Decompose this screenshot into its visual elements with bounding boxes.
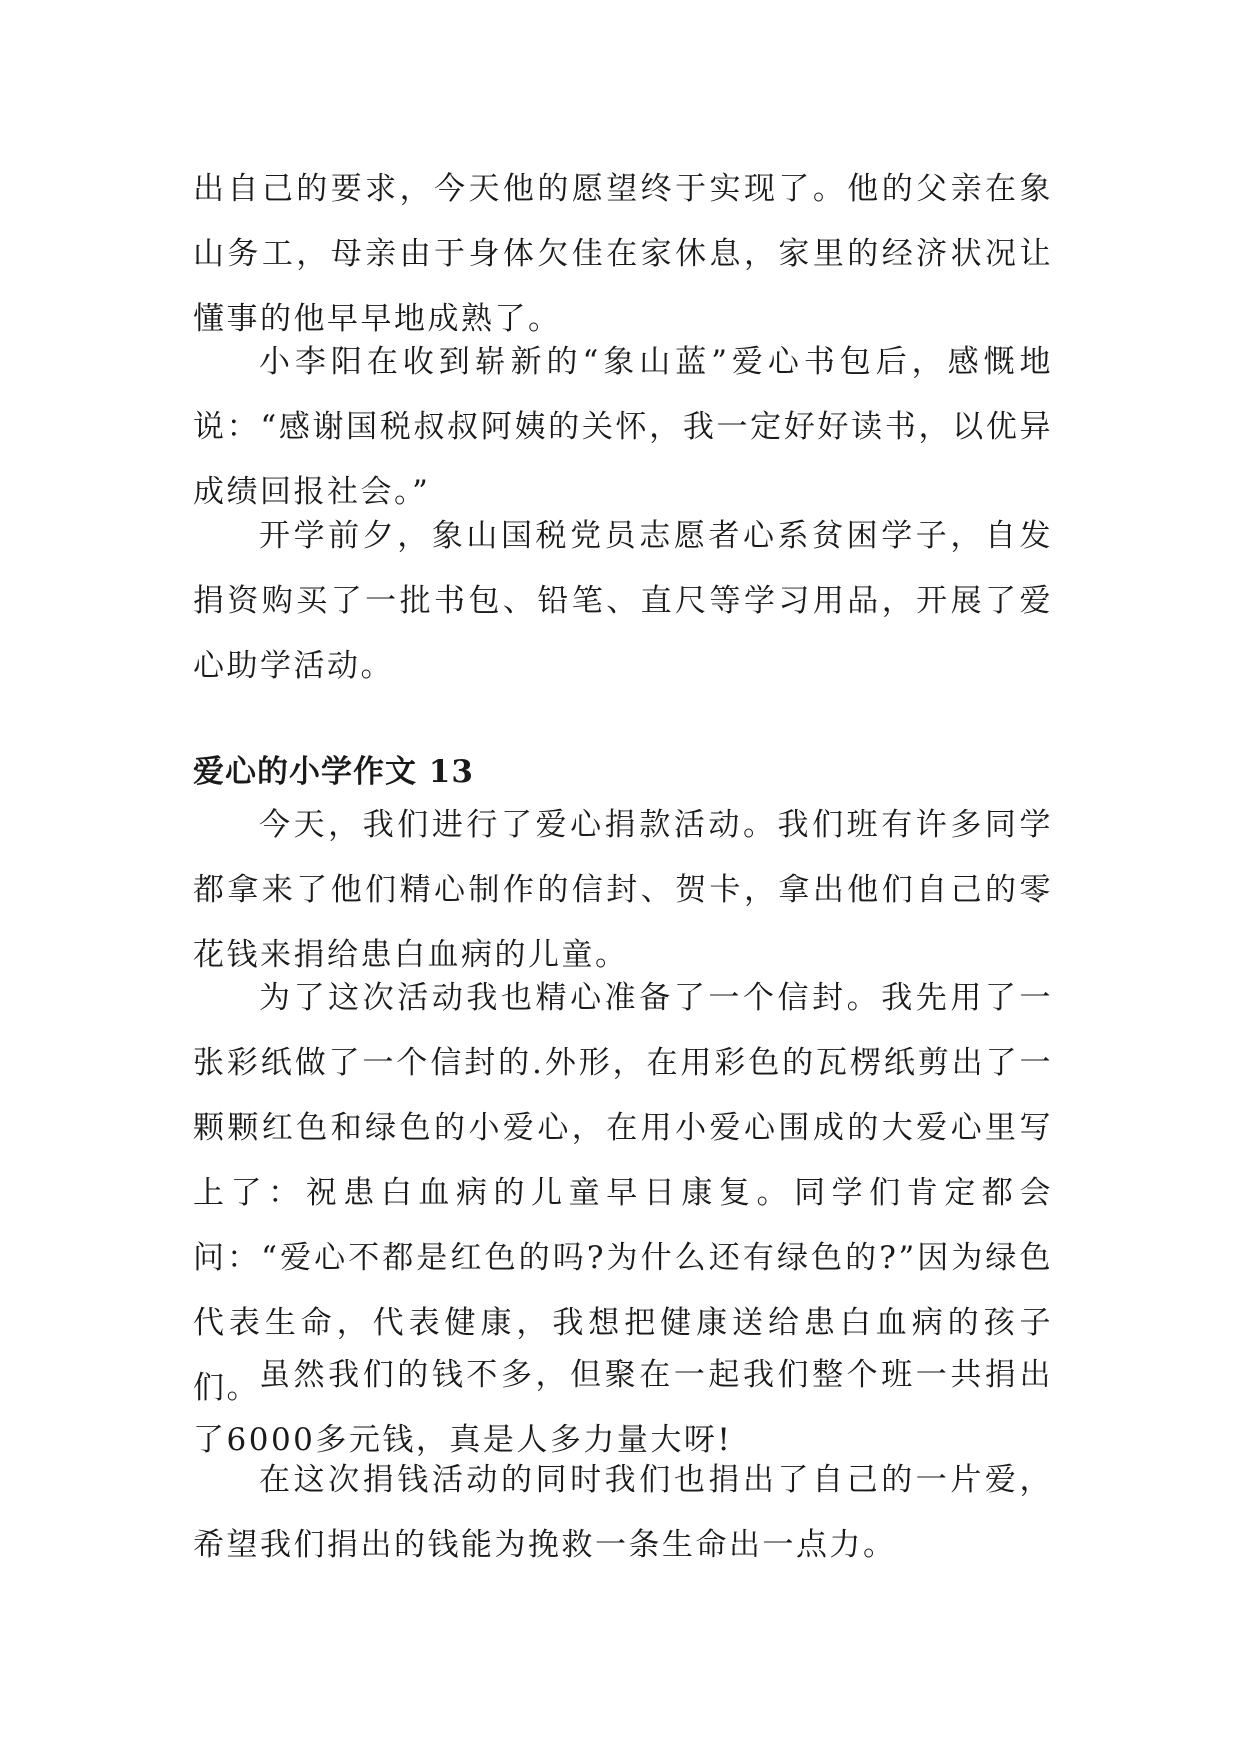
paragraph: 虽然我们的钱不多，但聚在一起我们整个班一共捐出了6000多元钱，真是人多力量大呀! [193, 1357, 1053, 1458]
document-page [193, 0, 1053, 1754]
section-heading: 爱心的小学作文 13 [193, 754, 474, 790]
paragraph-continued: 出自己的要求，今天他的愿望终于实现了。他的父亲在象山务工，母亲由于身体欠佳在家休息，家里的经济状况让懂事的他早早地成熟了。 [193, 171, 1053, 337]
paragraph: 今天，我们进行了爱心捐款活动。我们班有许多同学都拿来了他们精心制作的信封、贺卡，拿出他们自己的零花钱来捐给患白血病的儿童。 [193, 807, 1053, 973]
paragraph: 在这次捐钱活动的同时我们也捐出了自己的一片爱，希望我们捐出的钱能为挽救一条生命出一点力。 [193, 1462, 1053, 1563]
paragraph: 开学前夕，象山国税党员志愿者心系贫困学子，自发捐资购买了一批书包、铅笔、直尺等学习用品，开展了爱心助学活动。 [193, 518, 1053, 684]
paragraph: 小李阳在收到崭新的“象山蓝”爱心书包后，感慨地说：“感谢国税叔叔阿姨的关怀，我一定好好读书，以优异成绩回报社会。” [193, 344, 1053, 510]
paragraph: 为了这次活动我也精心准备了一个信封。我先用了一张彩纸做了一个信封的.外形，在用彩色的瓦楞纸剪出了一颗颗红色和绿色的小爱心，在用小爱心围成的大爱心里写上了：祝患白血病的儿童早日康复。同学们肯定都会问：“爱心不都是红色的吗?为什么还有绿色的?”因为绿色代表生命，代表健康，我想把健康送给患白血病的孩子们。 [193, 980, 1053, 1406]
